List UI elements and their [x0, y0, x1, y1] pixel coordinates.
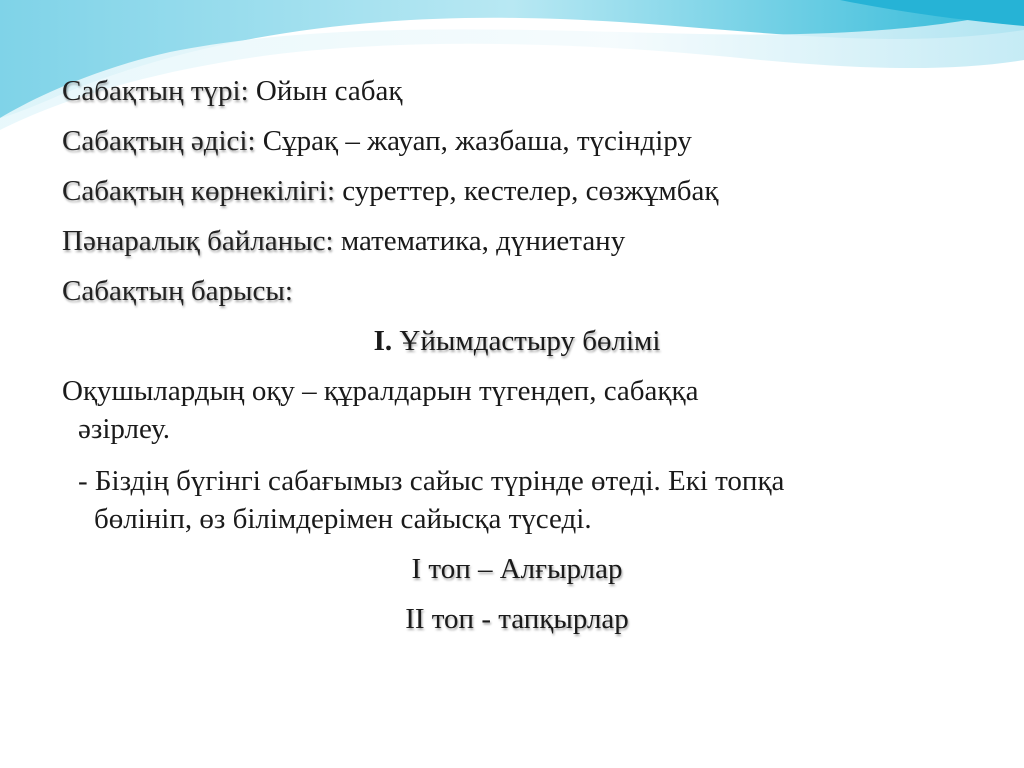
- group-one: І топ – Алғырлар: [411, 553, 623, 585]
- row-label: Пәнаралық байланыс:: [62, 225, 334, 257]
- row-label: Сабақтың көрнекілігі:: [62, 175, 336, 207]
- info-row-lesson-type: [62, 66, 972, 116]
- paragraph-line: әзірлеу.: [78, 413, 170, 445]
- group-two: ІІ топ - тапқырлар: [405, 603, 629, 635]
- paragraph-line: - Біздің бүгінгі сабағымыз сайыс түрінде өтеді. Екі топқа: [78, 465, 785, 497]
- row-value: математика, дүниетану: [333, 225, 626, 257]
- paragraph-line: Оқушылардың оқу – құралдарын түгендеп, сабаққа: [62, 375, 699, 407]
- row-value: суреттер, кестелер, сөзжұмбақ: [335, 175, 719, 207]
- info-row-visual-aids: [62, 166, 972, 216]
- row-label: Сабақтың әдісі:: [62, 125, 256, 157]
- section-title: Ұйымдастыру бөлімі: [399, 325, 661, 357]
- paragraph-preparation: [62, 372, 972, 448]
- info-row-lesson-progress: [62, 266, 972, 316]
- info-row-interdisciplinary: [62, 216, 972, 266]
- paragraph-announcement: [62, 462, 972, 538]
- slide-body: [62, 66, 972, 644]
- section-number: І.: [373, 325, 393, 357]
- row-value: Ойын сабақ: [248, 75, 403, 107]
- info-row-lesson-method: [62, 116, 972, 166]
- row-label: Сабақтың түрі:: [62, 75, 249, 107]
- paragraph-line: бөлініп, өз білімдерімен сайысқа түседі.: [94, 503, 592, 535]
- row-label: Сабақтың барысы:: [62, 275, 293, 307]
- section-heading: [62, 316, 972, 366]
- row-value: Сұрақ – жауап, жазбаша, түсіндіру: [255, 125, 692, 157]
